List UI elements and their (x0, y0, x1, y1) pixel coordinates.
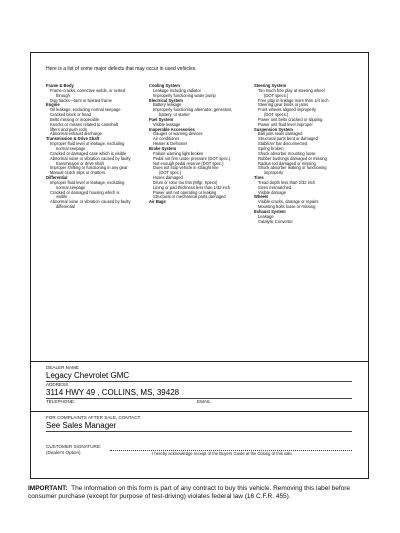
defect-item: Hoses damaged (153, 175, 183, 181)
address-value: 3114 HWY 49 , COLLINS, MS, 39428 (46, 388, 180, 397)
defect-category-heading: Transmission & Drive Shaft (46, 136, 100, 142)
defect-item: normal seepage (56, 184, 86, 190)
defect-item: Leakage (258, 213, 274, 219)
defect-item: Not enough pedal reserve (DOT spec.) (153, 160, 224, 166)
defect-item: through (56, 92, 70, 98)
defect-category-heading: Cooling System (149, 83, 180, 88)
defect-item: improperly (264, 170, 284, 176)
defect-item: Stabilizer bar disconnected (258, 141, 308, 147)
defect-category-heading: Suspension System (254, 126, 293, 132)
defect-item: (DOT specs.) (264, 112, 289, 118)
defect-item: Power unit not operating or leaking (153, 189, 217, 195)
defect-item: Sizes mismatched (258, 184, 292, 190)
defect-item: Cracked or damaged housing which is (50, 189, 120, 195)
defect-item: (DOT specs.) (264, 92, 289, 98)
defects-intro: Here is a list of some major defects that may occur in used vehicles. (46, 66, 197, 72)
defect-category-heading: Inoperable Accessories (149, 126, 195, 132)
defect-item: Failure warning light broken (153, 150, 204, 156)
defect-item: visible (56, 194, 68, 200)
telephone-label: TELEPHONE: (46, 399, 76, 404)
defect-item: Knocks or misses related to camshaft (50, 121, 119, 127)
important-notice (28, 485, 372, 501)
defect-item: (DOT spec.) (159, 170, 182, 176)
defect-item: Rubber bushings damaged or missing (258, 155, 327, 161)
defect-item: Free play in linkage more than 1/4 inch (258, 97, 329, 103)
dealer-name-line (46, 381, 352, 382)
address-label: ADDRESS (46, 382, 69, 387)
defect-item: lifters and push rods (50, 126, 87, 132)
defect-item: normal seepage (56, 145, 86, 151)
defect-item: Battery leakage (153, 102, 182, 108)
defect-item: Power unit fluid level improper (258, 121, 313, 127)
defect-item: Dog tracks—bent or twisted frame (50, 97, 112, 103)
defect-item: Mounting bolts loose or missing (258, 204, 316, 210)
defect-item: Front wheels aligned improperly (258, 107, 317, 113)
defect-category-heading: Engine (46, 102, 60, 108)
defect-item: Does not stop vehicle in straight line (153, 165, 219, 171)
defect-item: Ball joint seals damaged (258, 131, 303, 137)
defect-item: Drum or rotor too thin (Mfgr. Specs) (153, 179, 218, 185)
defect-category-heading: Tires (254, 175, 264, 181)
acknowledgement-text: I hereby acknowledge receipt of the Buyers Guide at the closing of this sale. (152, 451, 293, 456)
defect-category-heading: Steering System (254, 83, 287, 88)
defect-item: Tread depth less than 2/32 inch (258, 179, 316, 185)
defect-item: Improper fluid level or leakage, excluding (50, 141, 125, 147)
dealer-option-label: (Dealer's Option) (46, 450, 81, 455)
defect-item: Leakage including radiator (153, 87, 202, 93)
defect-item: Heater & Defroster (153, 141, 188, 147)
dealer-name-value: Legacy Chevrolet GMC (46, 371, 130, 380)
defect-item: Lining or pad thickness less than 1/32 inch (153, 184, 231, 190)
important-label: IMPORTANT: (28, 485, 68, 492)
defect-item: Spring broken (258, 145, 284, 151)
defect-item: Steering gear binds or jams (258, 102, 309, 108)
dealer-section-divider (30, 361, 369, 362)
defect-category-heading: Air Bags (149, 199, 166, 205)
defect-item: Pedal not firm under pressure (DOT spec.) (153, 155, 231, 161)
defect-item: Abnormal noise or vibration caused by faulty (50, 155, 131, 161)
complaints-value: See Sales Manager (46, 421, 117, 430)
defect-category-heading: Wheels (254, 194, 269, 200)
defects-column-1 (46, 84, 131, 210)
defect-item: Improperly functioning alternator, generator, (153, 107, 233, 113)
defect-item: Structural or mechanical parts damaged (153, 194, 226, 200)
complaints-label: FOR COMPLAINTS AFTER SALE, CONTACT: (46, 415, 142, 420)
defect-item: Cracked block or head (50, 112, 91, 118)
defect-item: Frame-cracks, corrective welds, or rusted (50, 87, 126, 93)
defect-item: differential (56, 204, 75, 210)
defects-column-3 (254, 84, 329, 224)
defect-item: Belts missing or inoperable (50, 116, 100, 122)
defect-item: Visible leakage (153, 121, 181, 127)
defect-item: Abnormal noise or vibration caused by faulty (50, 199, 131, 205)
defect-item: Improperly functioning water pump (153, 92, 216, 98)
customer-signature-label: CUSTOMER SIGNATURE: (46, 444, 102, 449)
defect-item: Catalytic Converter (258, 218, 293, 224)
dealer-name-label: DEALER NAME (46, 365, 79, 370)
defect-item: Visible cracks, damage or repairs (258, 199, 319, 205)
defect-category-heading: Differential (46, 175, 68, 181)
email-label: EMAIL (197, 399, 211, 404)
defect-item: transmission or drive shaft (56, 160, 104, 166)
defect-item: Radius rod damaged or missing (258, 160, 316, 166)
defect-item: Too much free play at steering wheel (258, 87, 325, 93)
defect-category-heading: Electrical System (149, 97, 183, 103)
defect-item: Shock absorber mounting loose (258, 150, 316, 156)
defect-item: Gauges or warning devices (153, 131, 203, 137)
defect-item: Visible damage (258, 189, 286, 195)
defect-item: Shock absorber leaking or functioning (258, 165, 327, 171)
defect-item: Structural parts bent or damaged (258, 136, 318, 142)
defect-category-heading: Frame & Body (46, 83, 74, 88)
defects-column-2 (149, 84, 232, 205)
defect-item: Improper fluid level or leakage, excluding (50, 179, 125, 185)
defect-item: Oil leakage, excluding normal seepage (50, 107, 121, 113)
defect-category-heading: Fuel System (149, 116, 174, 122)
complaints-line (46, 431, 352, 432)
important-text: The information on this form is part of any contract to buy this vehicle. Removing this label before consumer purchase (except for purpose of test-driving) violates federal law (16 C.F.R. 455). (28, 485, 351, 500)
defect-item: Improper shifting or functioning in any gear (50, 165, 128, 171)
defect-item: Power unit belts cracked or slipping (258, 116, 323, 122)
defect-category-heading: Brake System (149, 145, 177, 151)
defect-item: Air conditioner (153, 136, 180, 142)
defect-item: Manual clutch slips or chatters (50, 170, 106, 176)
defect-item: Abnormal exhaust discharge (50, 131, 102, 137)
complaints-section-divider (30, 411, 369, 412)
defect-item: battery, or starter (159, 112, 190, 118)
defect-item: Cracked or damaged case which is visible (50, 150, 127, 156)
defect-category-heading: Exhaust System (254, 208, 286, 214)
